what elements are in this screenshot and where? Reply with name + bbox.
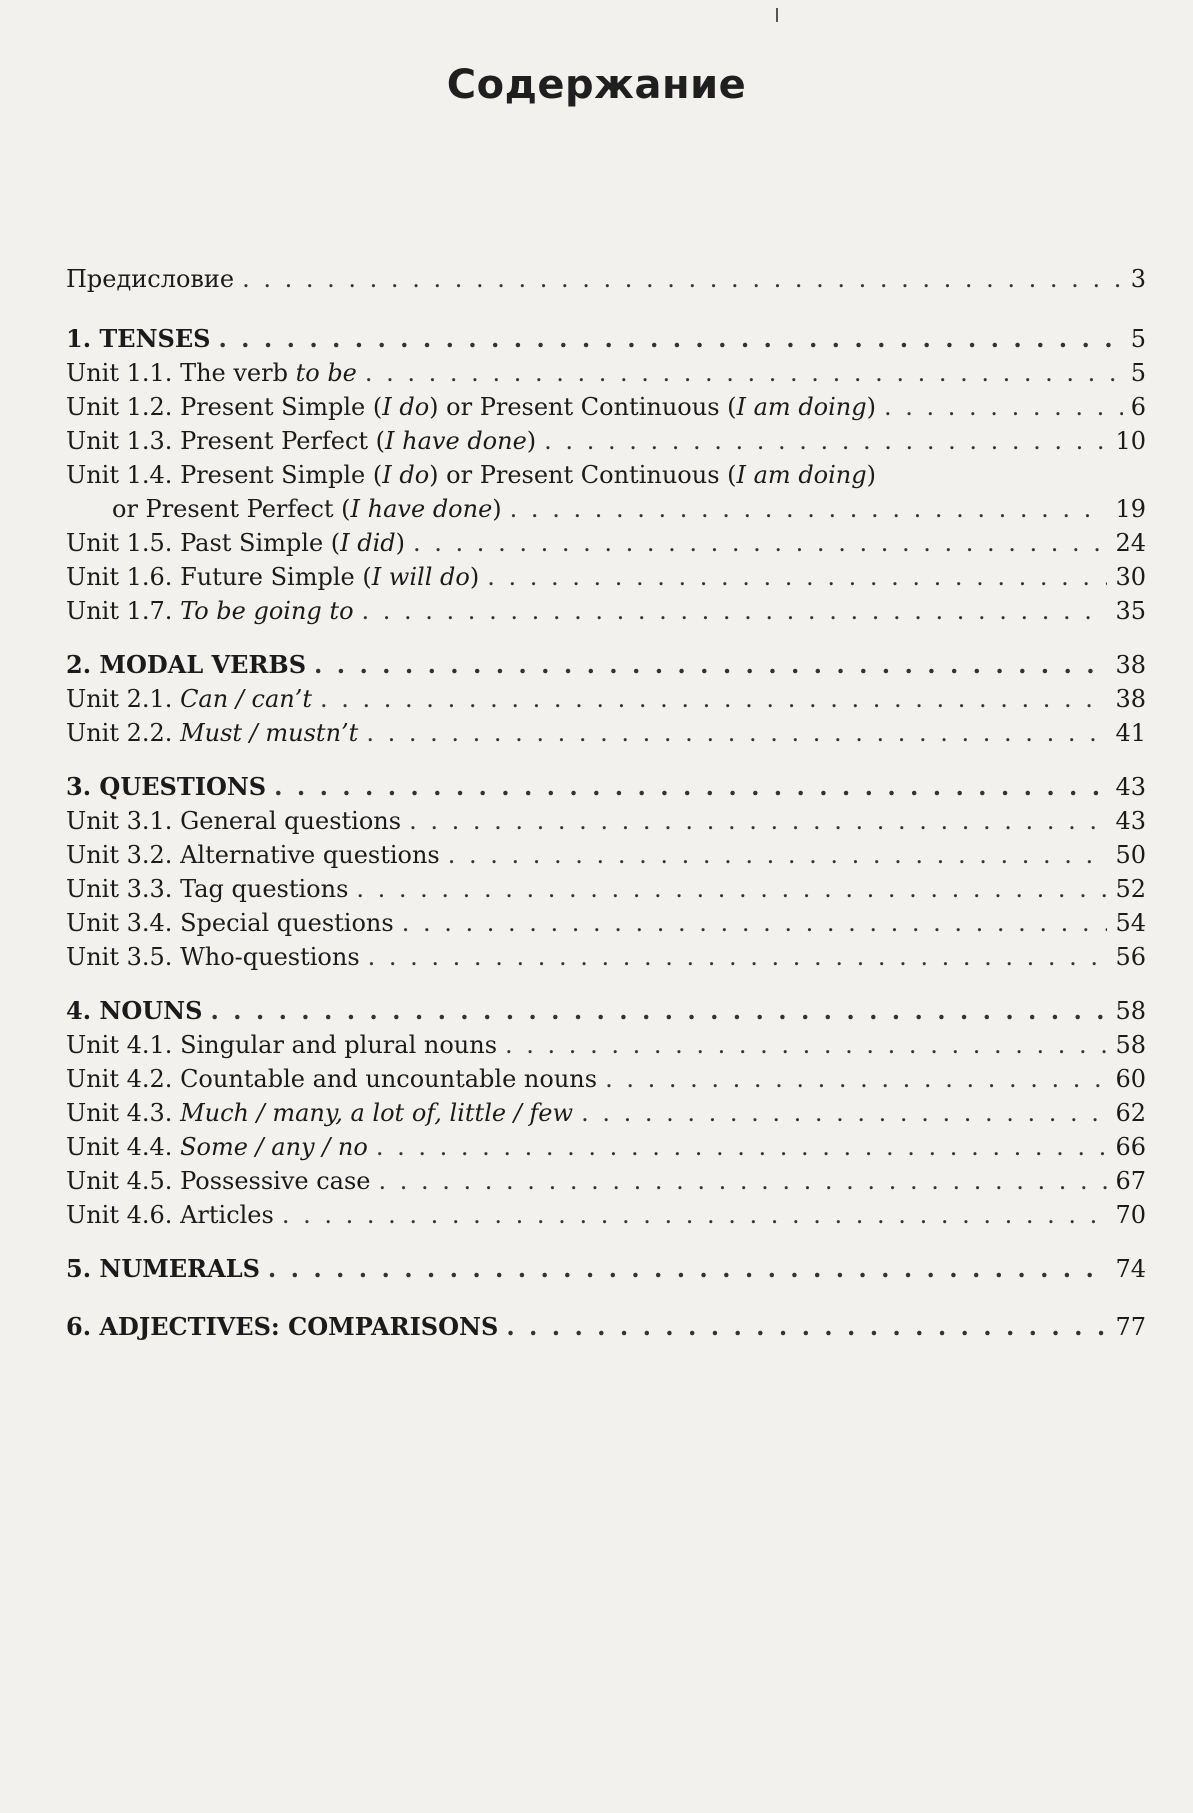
toc-entry[interactable] [66,560,1146,594]
toc-text-run: ) [469,563,480,591]
toc-entry[interactable] [66,872,1146,906]
unit-number: Unit 4.3. [66,1099,181,1127]
dot-leader [362,594,1108,628]
toc-text-run: Articles [180,1201,274,1229]
toc-entry[interactable] [66,906,1146,940]
toc-text-run: I have done [385,427,527,455]
toc-entry-page: 50 [1115,841,1146,869]
toc-text-run: ) [395,529,406,557]
toc-entry[interactable] [66,458,1146,492]
toc-entry-label [112,492,502,526]
toc-entry[interactable] [66,526,1146,560]
toc-entry-page: 43 [1115,773,1146,801]
unit-number: Unit 1.4. [66,461,181,489]
toc-entry[interactable] [66,424,1146,458]
toc-text-run: I will do [371,563,470,591]
dot-leader [379,1164,1108,1198]
toc-text-run: General questions [180,807,402,835]
toc-text-run: Present Simple ( [180,461,383,489]
toc-entry-label [66,390,876,424]
toc-entry[interactable] [66,1198,1146,1232]
toc-text-run: Some / any / no [180,1133,368,1161]
toc-text-run: I am doing [736,393,867,421]
toc-entry[interactable] [66,1164,1146,1198]
toc-entry-page: 54 [1115,909,1146,937]
dot-leader [210,994,1107,1028]
toc-entry-label: Предисловие [66,265,235,293]
dot-leader [366,716,1107,750]
toc-entry-label [66,682,312,716]
toc-text-run: Possessive case [180,1167,371,1195]
unit-number: Unit 3.5. [66,943,181,971]
toc-entry-label [66,804,401,838]
toc-entry-page: 38 [1115,651,1146,679]
toc-text-run: Past Simple ( [180,529,341,557]
unit-number: Unit 4.1. [66,1031,181,1059]
toc-entry-page: 19 [1115,495,1146,523]
dot-leader [268,1252,1108,1286]
toc-entry-continuation[interactable] [66,492,1146,526]
toc-text-run: I have done [350,495,493,523]
toc-entry-label [66,458,876,492]
toc-text-run: ) [526,427,537,455]
toc-entry-page: 67 [1115,1167,1146,1195]
dot-leader [544,424,1107,458]
toc-entry-page: 30 [1115,563,1146,591]
unit-number: Unit 3.4. [66,909,181,937]
toc-entry-label [66,1130,368,1164]
unit-number: Unit 4.2. [66,1065,181,1093]
toc-text-run: Who-questions [180,943,360,971]
dot-leader [402,906,1108,940]
toc-entry-label [66,526,405,560]
toc-entry-page: 77 [1115,1313,1146,1341]
unit-number: Unit 1.2. [66,393,181,421]
toc-entry-label [66,1062,597,1096]
page-title: Содержание [446,62,747,108]
toc-section-heading[interactable] [66,322,1146,356]
dot-leader [505,1028,1107,1062]
toc-entry-label [66,940,360,974]
toc-text-run: ) [492,495,502,523]
unit-number: Unit 4.4. [66,1133,181,1161]
toc-entry[interactable] [66,1096,1146,1130]
toc-text-run: Future Simple ( [180,563,372,591]
dot-leader [376,1130,1108,1164]
toc-section-heading[interactable] [66,994,1146,1028]
toc-entry-page: 74 [1115,1255,1146,1283]
toc-entry[interactable] [66,390,1146,424]
dot-leader [884,390,1123,424]
section-gap [66,296,1146,322]
toc-text-run: Present Simple ( [180,393,383,421]
toc-text-run: I do [382,461,430,489]
unit-number: Unit 1.1. [66,359,181,387]
section-title: 5. NUMERALS [66,1254,260,1283]
toc-section-heading[interactable] [66,1252,1146,1286]
toc-entry-label [66,1164,371,1198]
toc-entry-label [66,1096,573,1130]
dot-leader [409,804,1107,838]
toc-text-run: Much / many, a lot of, little / few [180,1099,574,1127]
toc-entry[interactable] [66,1062,1146,1096]
toc-entry-label [66,1028,497,1062]
toc-entry[interactable] [66,940,1146,974]
toc-entry-page: 70 [1115,1201,1146,1229]
toc-text-run: ) [866,393,877,421]
dot-leader [448,838,1108,872]
unit-number: Unit 1.3. [66,427,181,455]
dot-leader [605,1062,1107,1096]
dot-leader [413,526,1107,560]
toc-entry-page: 62 [1115,1099,1146,1127]
toc-text-run: ) or Present Continuous ( [429,461,737,489]
section-title: 2. MODAL VERBS [66,650,307,679]
dot-leader [368,940,1108,974]
toc-entry-label [66,560,479,594]
toc-entry[interactable] [66,1028,1146,1062]
section-title: 1. TENSES [66,324,211,353]
toc-entry[interactable] [66,838,1146,872]
toc-text-run: Can / can’t [180,685,313,713]
unit-number: Unit 1.7. [66,597,181,625]
toc-entry[interactable] [66,356,1146,390]
toc-text-run: Must / mustn’t [180,719,359,747]
unit-number: Unit 2.1. [66,685,181,713]
toc-text-run: Present Perfect ( [180,427,386,455]
dot-leader [365,356,1123,390]
section-gap [66,1286,1146,1310]
toc-section-heading[interactable] [66,770,1146,804]
toc-entry-label [66,838,440,872]
toc-text-run: Alternative questions [180,841,440,869]
section-gap [66,628,1146,648]
toc-text-run: ) or Present Continuous ( [429,393,737,421]
toc-entry[interactable] [66,1130,1146,1164]
toc-entry-page: 10 [1115,427,1146,455]
toc-section-heading[interactable] [66,648,1146,682]
unit-number: Unit 1.6. [66,563,181,591]
toc-entry-label [66,872,348,906]
dot-leader [487,560,1107,594]
toc-entry-page: 58 [1115,1031,1146,1059]
section-title: 3. QUESTIONS [66,772,267,801]
toc-entry-label [66,424,536,458]
scan-mark [776,8,778,22]
toc-entry-page: 35 [1115,597,1146,625]
toc-section-heading[interactable] [66,1310,1146,1344]
toc-entry-page: 5 [1130,359,1146,387]
unit-number: Unit 1.5. [66,529,181,557]
toc-text-run: ) [866,461,877,489]
toc-entry-page: 41 [1115,719,1146,747]
dot-leader [242,262,1123,296]
dot-leader [510,492,1108,526]
toc-text-run: or Present Perfect ( [112,495,351,523]
toc-entry-label [66,716,358,750]
dot-leader [356,872,1107,906]
toc-entry-page: 6 [1130,393,1146,421]
dot-leader [506,1310,1107,1344]
toc-entry-page: 5 [1130,325,1146,353]
toc-entry[interactable] [66,716,1146,750]
toc-entry-page: 66 [1115,1133,1146,1161]
unit-number: Unit 4.6. [66,1201,181,1229]
unit-number: Unit 3.2. [66,841,181,869]
toc-entry[interactable] [66,804,1146,838]
unit-number: Unit 2.2. [66,719,181,747]
toc-entry-page: 43 [1115,807,1146,835]
dot-leader [314,648,1107,682]
dot-leader [218,322,1122,356]
toc-entry[interactable] [66,594,1146,628]
toc-text-run: Special questions [180,909,394,937]
dot-leader [581,1096,1107,1130]
toc-entry-page: 24 [1115,529,1146,557]
toc-entry-label [66,1198,274,1232]
table-of-contents [66,262,1146,1344]
section-gap [66,750,1146,770]
toc-text-run: Singular and plural nouns [180,1031,498,1059]
toc-entry[interactable] [66,682,1146,716]
toc-entry-label [66,594,354,628]
toc-entry-page: 52 [1115,875,1146,903]
toc-text-run: The verb [180,359,296,387]
toc-entry-page: 58 [1115,997,1146,1025]
toc-entry-preface[interactable] [66,262,1146,296]
toc-text-run: I did [340,529,396,557]
dot-leader [274,770,1107,804]
toc-entry-page: 60 [1115,1065,1146,1093]
toc-text-run: To be going to [180,597,354,625]
toc-entry-label [66,356,357,390]
toc-text-run: I do [382,393,430,421]
toc-entry-page: 56 [1115,943,1146,971]
section-gap [66,974,1146,994]
toc-text-run: Tag questions [180,875,349,903]
section-title: 6. ADJECTIVES: COMPARISONS [66,1312,499,1341]
section-title: 4. NOUNS [66,996,203,1025]
unit-number: Unit 3.1. [66,807,181,835]
dot-leader [282,1198,1108,1232]
toc-text-run: to be [295,359,357,387]
toc-text-run: I am doing [736,461,867,489]
toc-text-run: Countable and uncountable nouns [180,1065,598,1093]
unit-number: Unit 4.5. [66,1167,181,1195]
toc-entry-page: 3 [1130,265,1146,293]
toc-entry-label [66,906,394,940]
dot-leader [320,682,1107,716]
unit-number: Unit 3.3. [66,875,181,903]
section-gap [66,1232,1146,1252]
toc-entry-page: 38 [1115,685,1146,713]
